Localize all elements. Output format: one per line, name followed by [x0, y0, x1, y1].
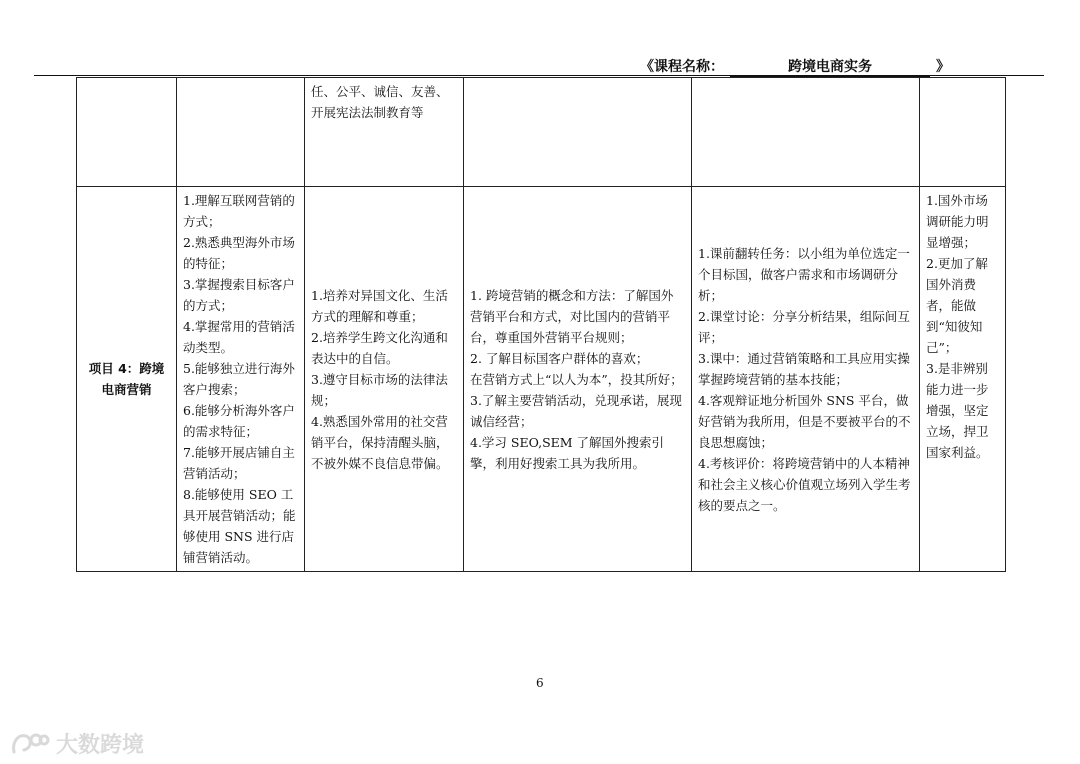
list-item: 3.了解主要营销活动，兑现承诺，展现诚信经营； [470, 392, 682, 429]
list-item: 2. 了解目标国客户群体的喜欢； [470, 350, 649, 366]
list-item: 1. 跨境营销的概念和方法：了解国外营销平台和方式，对比国内的营销平台，尊重国外营销平台规则； [470, 287, 674, 345]
table-row [77, 187, 1006, 572]
methods-cell [692, 187, 920, 572]
list-item: 7.能够开展店铺自主营销活动； [183, 445, 295, 481]
table-row [77, 78, 1006, 187]
ideology-cell-continued [305, 78, 464, 187]
list-item: 1.课前翻转任务：以小组为单位选定一个目标国，做客户需求和市场调研分析； [698, 245, 910, 303]
list-item: 3.课中：通过营销策略和工具应用实操掌握跨境营销的基本技能； [698, 350, 910, 387]
course-title-prefix: 《课程名称： [640, 59, 724, 75]
brand-logo-icon [10, 730, 50, 758]
table-cell [464, 78, 692, 187]
project-title: 项目 4：跨境电商营销 [77, 187, 177, 572]
list-item: 在营销方式上“以人为本”，投其所好； [470, 371, 683, 387]
list-item: 4.掌握常用的营销活动类型。 [183, 319, 295, 355]
list-item: 1.培养对异国文化、生活方式的理解和尊重； [311, 287, 448, 324]
list-item: 2.培养学生跨文化沟通和表达中的自信。 [311, 329, 448, 366]
list-item: 任、公平、诚信、友善、 [311, 84, 449, 99]
list-item: 4.客观辩证地分析国外 SNS 平台，做好营销为我所用，但是不要被平台的不良思想腐蚀； [698, 392, 911, 450]
course-title-header [640, 56, 950, 77]
outcomes-cell [920, 187, 1006, 572]
list-item: 2.更加了解国外消费者，能做到“知彼知己”； [926, 256, 988, 355]
header-rule [34, 75, 1044, 76]
ideology-cell [305, 187, 464, 572]
list-item: 3.掌握搜索目标客户的方式； [183, 277, 295, 313]
syllabus-table [76, 77, 1006, 572]
list-item: 1.理解互联网营销的方式； [183, 193, 295, 229]
list-item: 3.遵守目标市场的法律法规； [311, 371, 448, 408]
content-cell [464, 187, 692, 572]
list-item: 8.能够使用 SEO 工具开展营销活动；能够使用 SNS 进行店铺营销活动。 [183, 487, 296, 565]
table-cell [77, 78, 177, 187]
course-name: 跨境电商实务 [730, 56, 930, 77]
list-item: 4.熟悉国外常用的社交营销平台，保持清醒头脑，不被外媒不良信息带偏。 [311, 413, 449, 471]
table-cell [692, 78, 920, 187]
list-item: 2.熟悉典型海外市场的特征； [183, 235, 295, 271]
list-item: 开展宪法法制教育等 [311, 105, 424, 120]
list-item: 5.能够独立进行海外客户搜索； [183, 361, 295, 397]
list-item: 2.课堂讨论：分享分析结果，组际间互评； [698, 308, 910, 345]
list-item: 1.国外市场调研能力明显增强； [926, 193, 989, 250]
table-cell [177, 78, 305, 187]
list-item: 6.能够分析海外客户的需求特征； [183, 403, 295, 439]
list-item: 3.是非辨别能力进一步增强，坚定立场，捍卫国家利益。 [926, 361, 989, 460]
objectives-cell [177, 187, 305, 572]
watermark [10, 728, 144, 759]
table-cell [920, 78, 1006, 187]
watermark-text: 大数跨境 [56, 733, 145, 758]
page-number: 6 [536, 676, 544, 690]
list-item: 4.考核评价：将跨境营销中的人本精神和社会主义核心价值观立场列入学生考核的要点之一。 [698, 455, 911, 513]
list-item: 4.学习 SEO,SEM 了解国外搜索引擎，利用好搜索工具为我所用。 [470, 434, 665, 471]
course-title-suffix: 》 [936, 59, 950, 75]
